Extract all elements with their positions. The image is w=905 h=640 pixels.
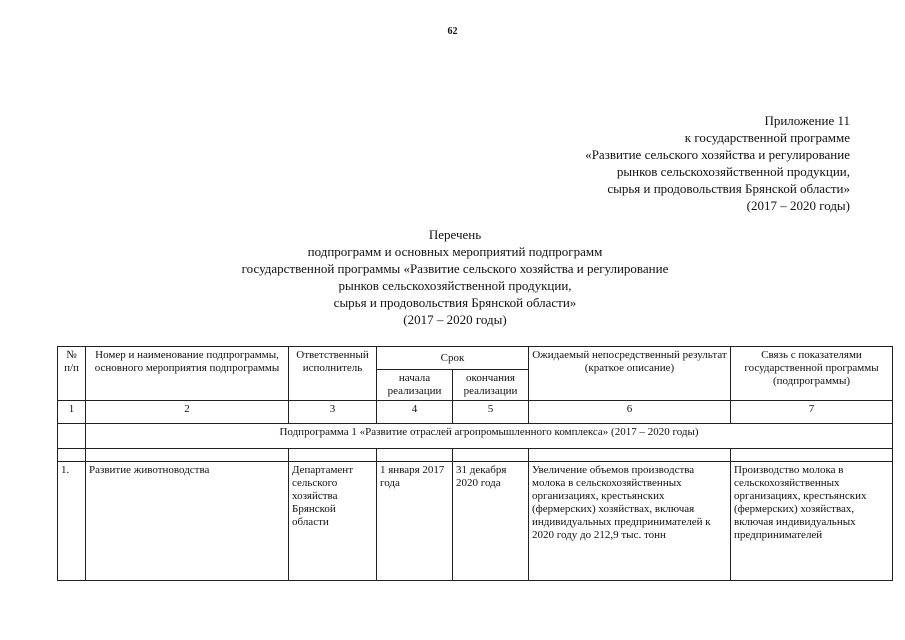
- document-heading: [150, 226, 760, 328]
- heading-line: Перечень: [428, 227, 482, 242]
- column-number: 7: [731, 401, 893, 424]
- spacer-cell: [58, 449, 86, 462]
- column-number: 2: [86, 401, 289, 424]
- appendix-line: рынков сельскохозяйственной продукции,: [616, 164, 850, 179]
- row-responsible: Департамент сельского хозяйства Брянской области: [289, 462, 377, 581]
- header-end: окончания реализации: [453, 370, 529, 401]
- header-start: начала реализации: [377, 370, 453, 401]
- row-link: Производство молока в сельскохозяйственных организациях, крестьянских (фермерских) хозяйствах, включая индивидуальных предпринимателей: [731, 462, 893, 581]
- appendix-line: «Развитие сельского хозяйства и регулирование: [585, 147, 850, 162]
- row-result: Увеличение объемов производства молока в сельскохозяйственных организациях, крестьянских (фермерских) хозяйствах, включая индивидуальных предпринимателей к 2020 году до 212,9 тыс. тонн: [529, 462, 731, 581]
- row-name: Развитие животноводства: [86, 462, 289, 581]
- row-num: 1.: [58, 462, 86, 581]
- spacer-cell: [377, 449, 453, 462]
- spacer-cell: [529, 449, 731, 462]
- column-number: 4: [377, 401, 453, 424]
- header-num: № п/п: [58, 347, 86, 401]
- spacer-row: [58, 449, 893, 462]
- table-row: [58, 462, 893, 581]
- measures-table: [57, 346, 893, 581]
- heading-line: сырья и продовольствия Брянской области»: [333, 295, 577, 310]
- appendix-line: к государственной программе: [684, 130, 850, 145]
- appendix-line: сырья и продовольствия Брянской области»: [607, 181, 850, 196]
- spacer-cell: [86, 449, 289, 462]
- header-responsible: Ответственный исполнитель: [289, 347, 377, 401]
- row-end: 31 декабря 2020 года: [453, 462, 529, 581]
- heading-line: подпрограмм и основных мероприятий подпрограмм: [307, 244, 603, 259]
- spacer-cell: [731, 449, 893, 462]
- column-number-row: [58, 401, 893, 424]
- spacer-cell: [289, 449, 377, 462]
- subprogram-title: Подпрограмма 1 «Развитие отраслей агропромышленного комплекса» (2017 – 2020 годы): [86, 424, 893, 449]
- column-number: 6: [529, 401, 731, 424]
- header-result: Ожидаемый непосредственный результат (краткое описание): [529, 347, 731, 401]
- heading-line: рынков сельскохозяйственной продукции,: [338, 278, 572, 293]
- header-term: Срок: [377, 347, 529, 370]
- appendix-block: [490, 112, 850, 214]
- heading-line: (2017 – 2020 годы): [403, 312, 507, 327]
- page-number: 62: [447, 26, 458, 37]
- column-number: 5: [453, 401, 529, 424]
- appendix-line: (2017 – 2020 годы): [746, 198, 850, 213]
- column-number: 3: [289, 401, 377, 424]
- header-name: Номер и наименование подпрограммы, основного мероприятия подпрограммы: [86, 347, 289, 401]
- column-number: 1: [58, 401, 86, 424]
- header-link: Связь с показателями государственной программы (подпрограммы): [731, 347, 893, 401]
- subprogram-row: [58, 424, 893, 449]
- appendix-line: Приложение 11: [764, 113, 850, 128]
- row-start: 1 января 2017 года: [377, 462, 453, 581]
- subprogram-empty-cell: [58, 424, 86, 449]
- heading-line: государственной программы «Развитие сельского хозяйства и регулирование: [241, 261, 669, 276]
- spacer-cell: [453, 449, 529, 462]
